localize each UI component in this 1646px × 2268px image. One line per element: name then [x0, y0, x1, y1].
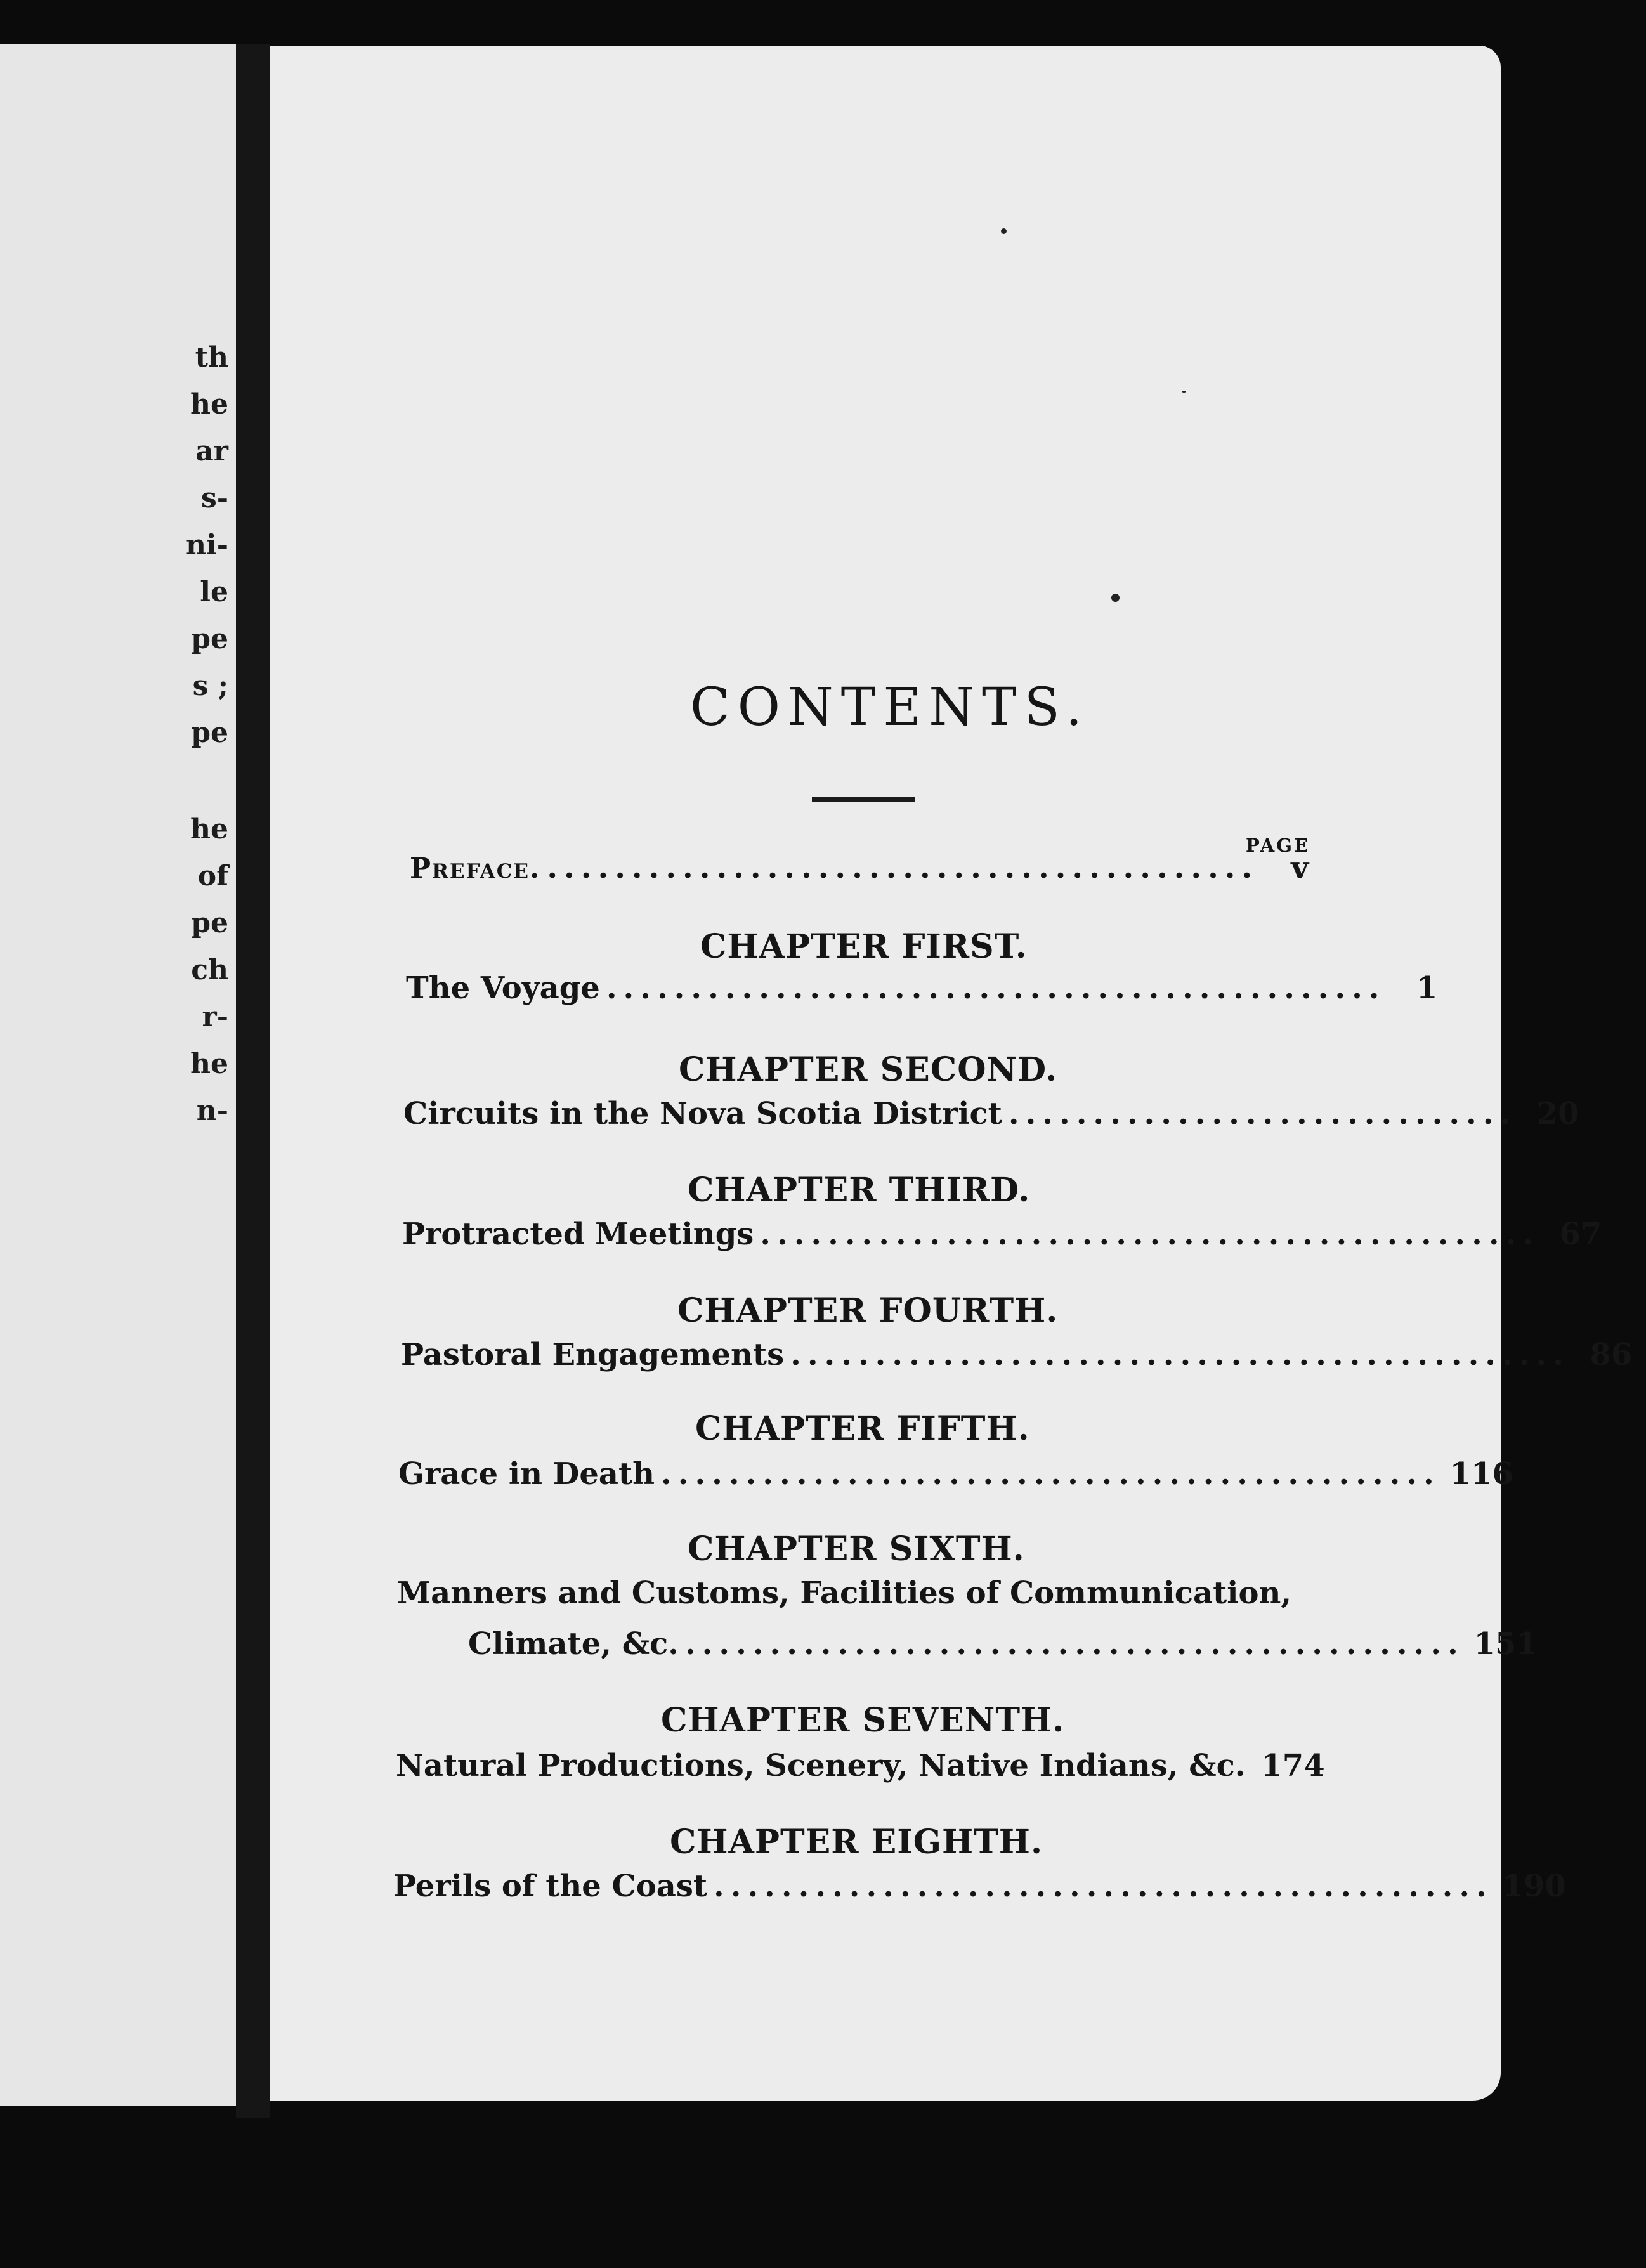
contents-heading: CONTENTS. — [690, 677, 1090, 738]
dot-leader: .............................. — [1008, 1096, 1517, 1131]
toc-entry-line2[interactable] — [468, 1626, 1538, 1668]
toc-page-number: 190 — [1502, 1868, 1566, 1904]
toc-page-number: 1 — [1416, 970, 1438, 1006]
toc-page-number: 151 — [1473, 1626, 1538, 1662]
toc-entry-title: Natural Productions, Scenery, Native Indians, &c. — [396, 1748, 1246, 1783]
left-facing-page — [0, 44, 236, 2106]
toc-entry[interactable] — [393, 1868, 1566, 1910]
heading-rule — [812, 797, 915, 802]
left-page-fragment: ni- — [186, 529, 228, 561]
toc-entry[interactable] — [402, 1216, 1602, 1258]
chapter-heading: CHAPTER SEVENTH. — [661, 1701, 1065, 1740]
toc-entry-title: Preface. — [410, 852, 541, 885]
toc-entry-title: Manners and Customs, Facilities of Communication, — [397, 1575, 1292, 1611]
left-page-fragment: he — [190, 813, 228, 845]
toc-entry-title: Perils of the Coast — [393, 1868, 708, 1904]
dot-leader: .............................................. — [714, 1868, 1493, 1904]
left-page-fragment: ch — [191, 954, 228, 986]
chapter-heading: CHAPTER THIRD. — [688, 1171, 1031, 1209]
toc-entry-title: Grace in Death — [398, 1456, 655, 1492]
left-page-fragment: th — [195, 341, 228, 374]
chapter-heading: CHAPTER FIFTH. — [695, 1409, 1030, 1448]
toc-entry-title: Pastoral Engagements — [401, 1337, 785, 1372]
chapter-heading: CHAPTER FOURTH. — [677, 1291, 1059, 1330]
chapter-heading: CHAPTER SIXTH. — [688, 1530, 1025, 1568]
page-column-header: PAGE — [1246, 835, 1310, 856]
toc-entry-preface[interactable] — [410, 850, 1332, 892]
book-gutter — [236, 44, 270, 2118]
toc-entry[interactable] — [398, 1456, 1513, 1498]
toc-page-number: 67 — [1559, 1216, 1602, 1252]
toc-page-number: v — [1291, 850, 1309, 885]
chapter-heading: CHAPTER FIRST. — [700, 927, 1028, 966]
toc-entry[interactable] — [401, 1337, 1633, 1379]
left-page-fragment: pe — [191, 623, 228, 655]
toc-entry-line1[interactable] — [397, 1575, 1323, 1617]
left-page-fragment: s- — [200, 482, 228, 514]
toc-page-number: 20 — [1536, 1096, 1579, 1131]
print-speck — [1001, 228, 1007, 234]
chapter-heading: CHAPTER EIGHTH. — [670, 1823, 1043, 1861]
toc-page-number: 174 — [1261, 1748, 1325, 1783]
toc-entry[interactable] — [396, 1748, 1325, 1790]
print-speck — [1111, 594, 1120, 602]
dot-leader: .............................................. — [790, 1337, 1570, 1372]
toc-entry[interactable] — [406, 970, 1438, 1012]
toc-entry-title: Protracted Meetings — [402, 1216, 754, 1252]
dot-leader: .............................................. — [760, 1216, 1539, 1252]
toc-entry-title-continued: Climate, &c. — [468, 1626, 679, 1662]
left-page-fragment: n- — [196, 1095, 228, 1127]
left-page-fragment: he — [190, 1048, 228, 1080]
chapter-heading: CHAPTER SECOND. — [679, 1050, 1058, 1089]
toc-entry[interactable] — [403, 1096, 1579, 1138]
left-page-fragment: pe — [191, 907, 228, 939]
left-page-fragment: of — [197, 860, 228, 892]
left-page-fragment: ar — [195, 435, 228, 467]
dot-leader: .......................................... — [547, 850, 1259, 885]
dot-leader: .............................................. — [661, 1456, 1440, 1492]
dot-leader: .............................................. — [684, 1626, 1465, 1662]
left-page-fragment: r- — [202, 1001, 228, 1033]
print-speck — [1182, 391, 1186, 393]
toc-page-number: 116 — [1449, 1456, 1513, 1492]
left-page-fragment: he — [190, 388, 228, 420]
left-page-fragment: pe — [191, 717, 228, 749]
left-page-fragment: le — [200, 576, 228, 608]
toc-page-number: 86 — [1590, 1337, 1633, 1372]
toc-entry-title: Circuits in the Nova Scotia District — [403, 1096, 1002, 1131]
dot-leader: .............................................. — [606, 970, 1386, 1006]
left-page-fragment: s ; — [192, 670, 228, 702]
toc-entry-title: The Voyage — [406, 970, 600, 1006]
